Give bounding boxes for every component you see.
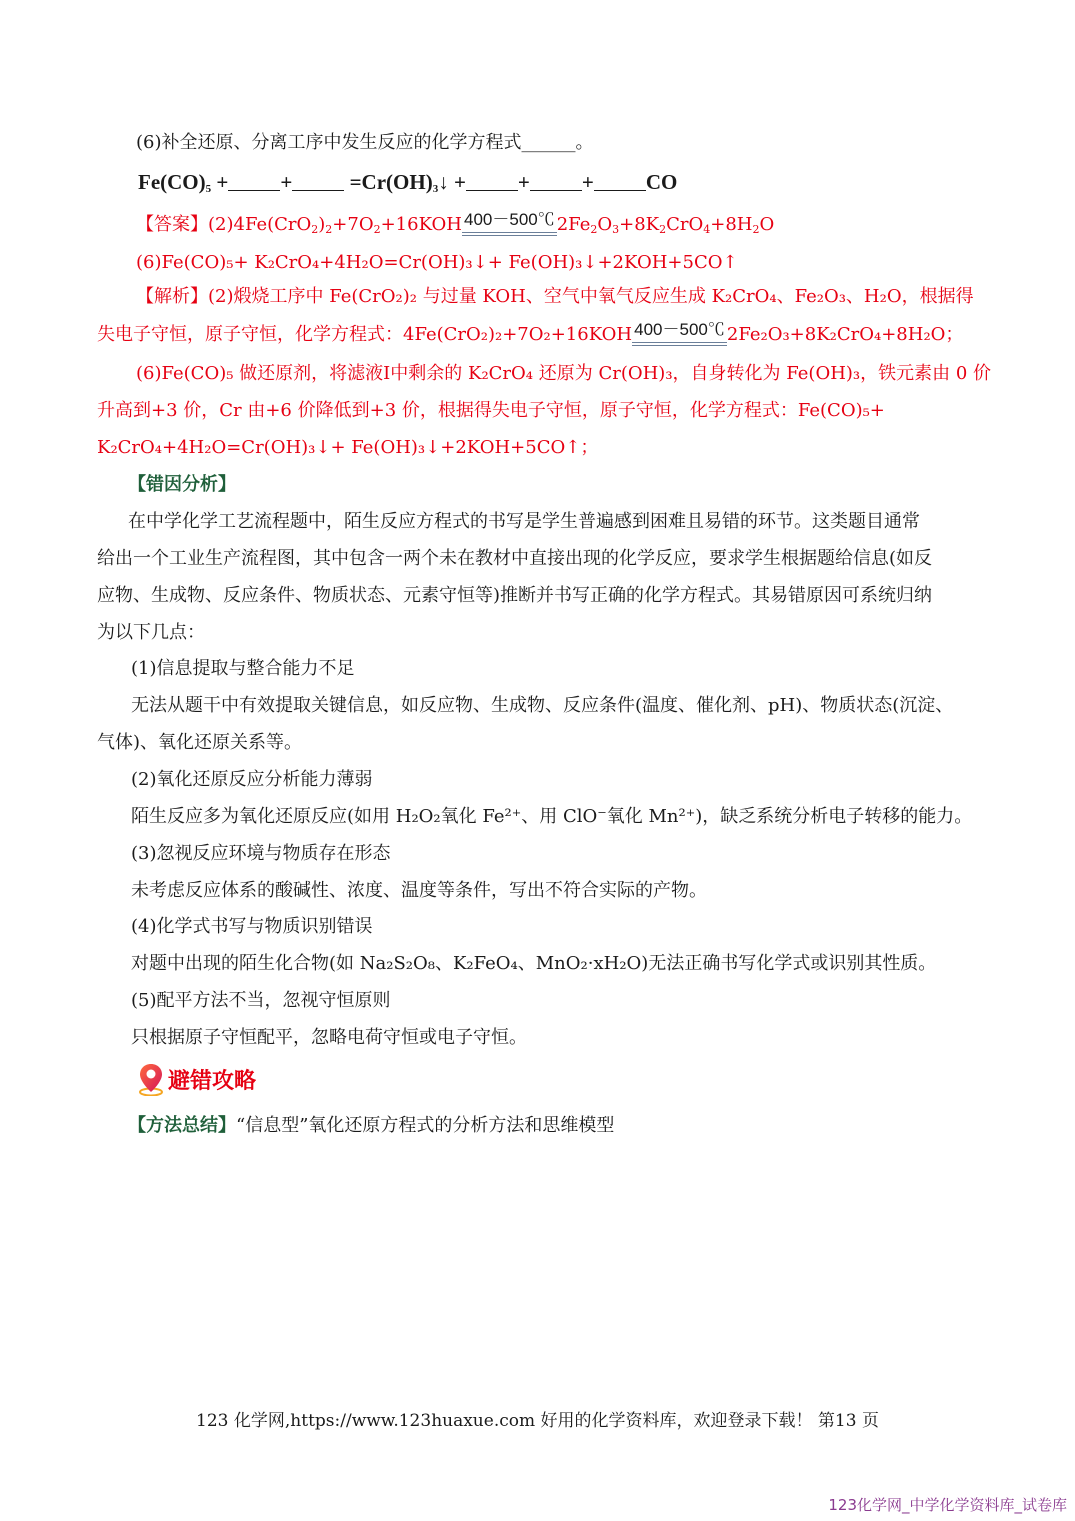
analysis-line-2 — [97, 320, 964, 351]
avoid-errors-title: 避错攻略 — [168, 1069, 257, 1094]
answer-2-text: CrO — [666, 214, 704, 235]
eq-equal: = — [349, 170, 362, 194]
eq-plus: + — [280, 170, 293, 194]
cause-item-title: (2)氧化还原反应分析能力薄弱 — [131, 769, 373, 790]
cause-item-text: 气体)、氧化还原关系等。 — [97, 732, 303, 753]
analysis-line-3: (6)Fe(CO)₅ 做还原剂，将滤液I中剩余的 K₂CrO₄ 还原为 Cr(OH)₃，自身转化为 Fe(OH)₃，铁元素由 0 价 — [136, 363, 992, 384]
eq-down-arrow: ↓ — [438, 170, 449, 194]
analysis-tag: 【解析】 — [136, 286, 208, 307]
answer-2-text: +7O — [332, 214, 374, 235]
paragraph-line: 为以下几点： — [97, 622, 205, 643]
eq-cr-oh-sub: 3 — [432, 183, 439, 195]
page-footer: 123 化学网,https://www.123huaxue.com 好用的化学资料库，欢迎登录下载！ 第13 页 — [196, 1411, 879, 1431]
analysis-line-1 — [136, 285, 974, 309]
cause-item-text: 未考虑反应体系的酸碱性、浓度、温度等条件，写出不符合实际的产物。 — [131, 880, 707, 901]
eq-blank-5 — [594, 172, 646, 191]
answer-line-6: (6)Fe(CO)₅+ K₂CrO₄+4H₂O=Cr(OH)₃↓+ Fe(OH)₃↓+2KOH+5CO↑ — [136, 252, 738, 273]
cause-item-title: (5)配平方法不当，忽视守恒原则 — [131, 990, 391, 1011]
method-summary-text: “信息型”氧化还原方程式的分析方法和思维模型 — [236, 1115, 615, 1136]
reaction-condition: 400－500℃ — [632, 318, 727, 346]
cause-item-title: (4)化学式书写与物质识别错误 — [131, 916, 373, 937]
eq-blank-4 — [530, 172, 582, 191]
paragraph-line: 应物、生成物、反应条件、物质状态、元素守恒等)推断并书写正确的化学方程式。其易错原因可系统归纳 — [97, 585, 933, 606]
answer-2-text: (2)4Fe(CrO — [208, 214, 312, 235]
paragraph-line: 在中学化学工艺流程题中，陌生反应方程式的书写是学生普遍感到困难且易错的环节。这类题目通常 — [128, 511, 920, 532]
eq-fe-co: Fe(CO) — [138, 170, 206, 194]
answer-2-text: ) — [318, 214, 326, 235]
answer-2-text: +16KOH — [380, 214, 462, 235]
error-analysis-heading: 【错因分析】 — [128, 474, 236, 495]
site-watermark[interactable]: 123化学网_中学化学资料库_试卷库 — [828, 1496, 1067, 1514]
eq-plus: + — [517, 170, 530, 194]
analysis-text: 失电子守恒，原子守恒，化学方程式：4Fe(CrO₂)₂+7O₂+16KOH — [97, 324, 633, 345]
answer-2-text: O — [759, 214, 775, 235]
analysis-text: (2)煅烧工序中 Fe(CrO₂)₂ 与过量 KOH、空气中氧气反应生成 K₂CrO₄、Fe₂O₃、H₂O，根据得 — [208, 286, 974, 307]
answer-tag: 【答案】 — [136, 214, 208, 235]
eq-blank-2 — [292, 172, 344, 191]
cause-item-title: (1)信息提取与整合能力不足 — [131, 658, 355, 679]
cause-item-text: 无法从题干中有效提取关键信息，如反应物、生成物、反应条件(温度、催化剂、pH)、物质状态(沉淀、 — [131, 695, 954, 716]
eq-plus: + — [453, 170, 466, 194]
analysis-line-5: K₂CrO₄+4H₂O=Cr(OH)₃↓+ Fe(OH)₃↓+2KOH+5CO↑； — [97, 437, 599, 458]
reaction-condition: 400－500℃ — [462, 208, 557, 236]
equation-to-complete — [138, 170, 677, 194]
analysis-text: 2Fe₂O₃+8K₂CrO₄+8H₂O； — [726, 324, 964, 345]
answer-line-2: 【答案】$(2)4Fe(CrO_2)_2+7O_2+16KOH$ 400－500℃ $2Fe_2O_3+8K_2CrO_4+8H_2O$ — [136, 210, 775, 236]
answer-2-text: O — [597, 214, 613, 235]
cause-item-text: 对题中出现的陌生化合物(如 Na₂S₂O₈、K₂FeO₄、MnO₂·xH₂O)无法正确书写化学式或识别其性质。 — [131, 953, 937, 974]
eq-fe-co-sub: 5 — [205, 183, 212, 195]
answer-2-text: +8H — [710, 214, 753, 235]
location-pin-icon — [138, 1062, 166, 1096]
eq-co: CO — [645, 170, 678, 194]
analysis-line-4: 升高到+3 价，Cr 由+6 价降低到+3 价，根据得失电子守恒，原子守恒，化学方程式：Fe(CO)₅+ — [97, 400, 885, 421]
eq-blank-1 — [228, 172, 280, 191]
method-summary-line — [128, 1114, 614, 1138]
eq-cr-oh: Cr(OH) — [361, 170, 433, 194]
avoid-errors-heading — [138, 1062, 257, 1098]
eq-plus: + — [581, 170, 594, 194]
answer-2-text: 2Fe — [556, 214, 591, 235]
answer-2-text: +8K — [619, 214, 660, 235]
eq-plus: + — [216, 170, 229, 194]
eq-blank-3 — [466, 172, 518, 191]
cause-item-text: 只根据原子守恒配平，忽略电荷守恒或电子守恒。 — [131, 1027, 527, 1048]
question-6-prompt: (6)补全还原、分离工序中发生反应的化学方程式______。 — [136, 132, 594, 153]
method-summary-tag: 【方法总结】 — [128, 1115, 236, 1136]
cause-item-title: (3)忽视反应环境与物质存在形态 — [131, 843, 391, 864]
cause-item-text: 陌生反应多为氧化还原反应(如用 H₂O₂氧化 Fe²⁺、用 ClO⁻氧化 Mn²⁺)，缺乏系统分析电子转移的能力。 — [131, 806, 973, 827]
paragraph-line: 给出一个工业生产流程图，其中包含一两个未在教材中直接出现的化学反应，要求学生根据题给信息(如反 — [97, 548, 933, 569]
